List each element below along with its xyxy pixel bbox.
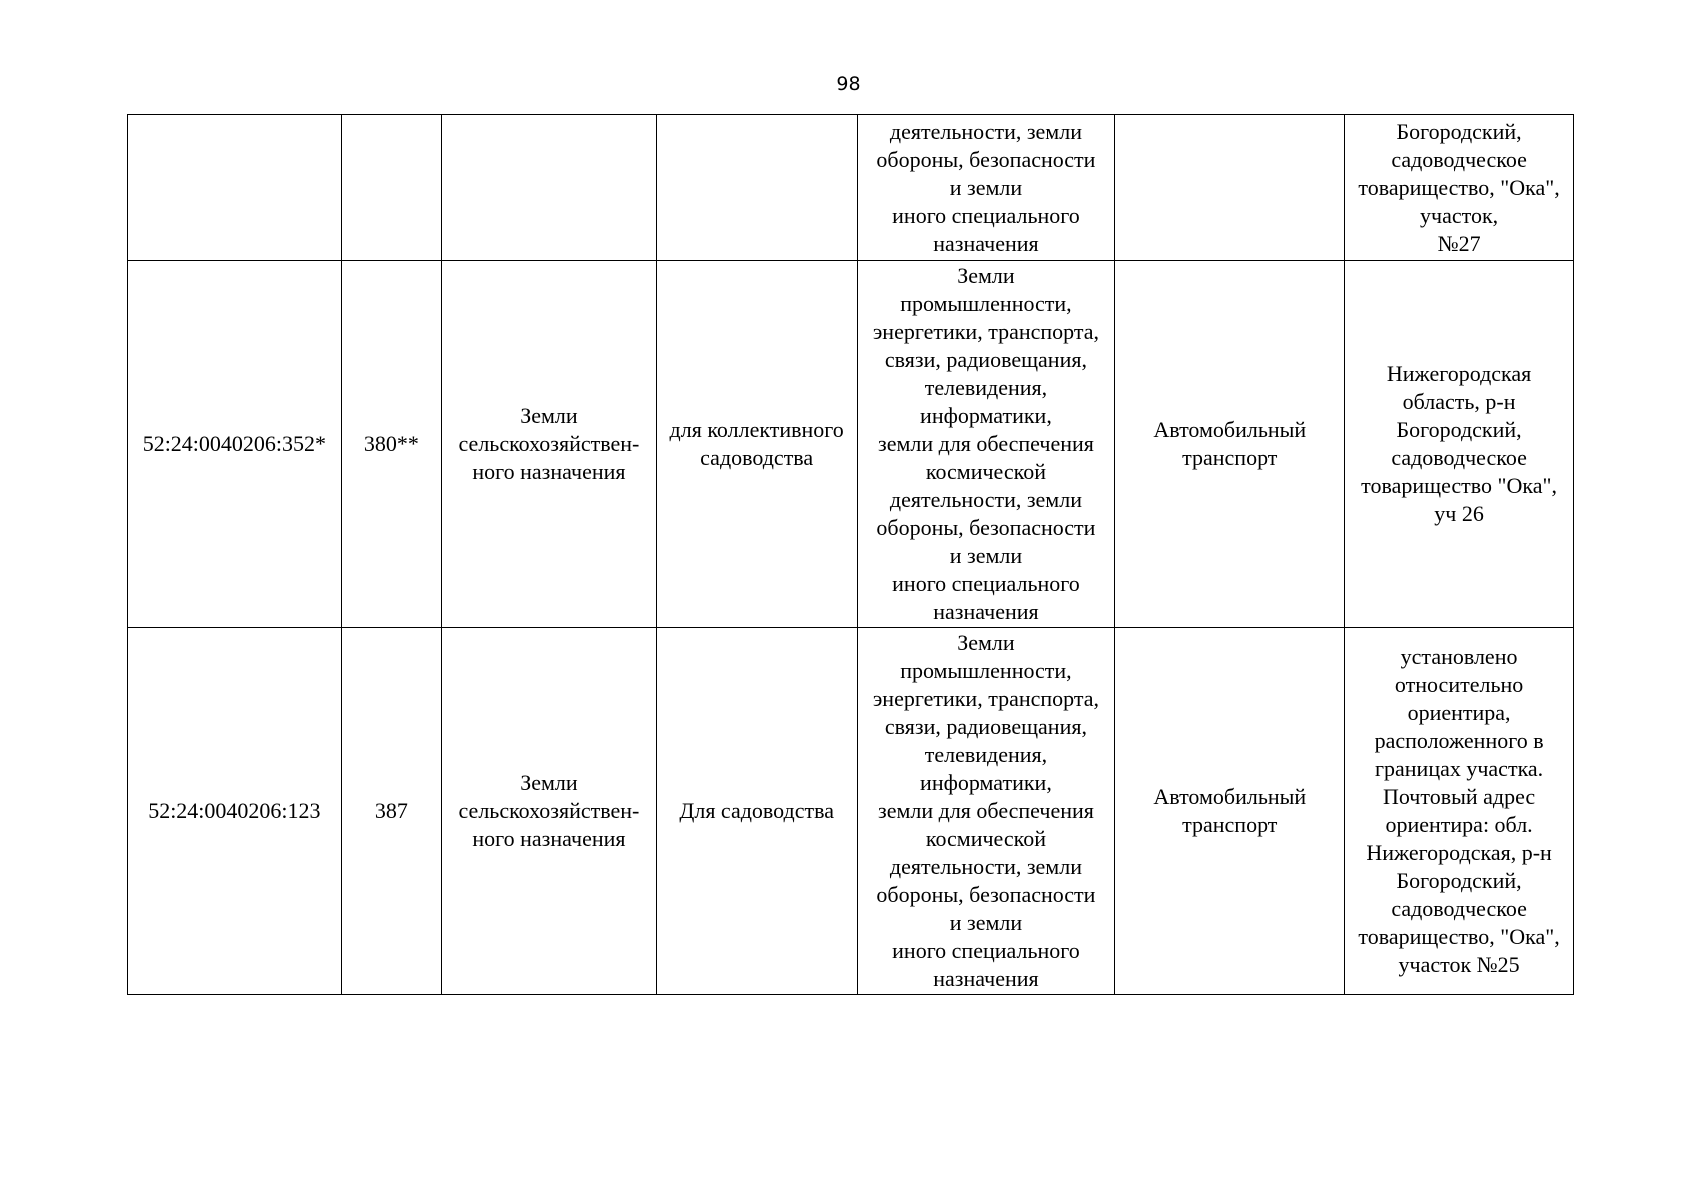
- land-plots-table: [127, 114, 1574, 995]
- purpose-cell: [1115, 115, 1345, 261]
- address-cell: установлено относительно ориентира, расположенного в границах участка. Почтовый адрес ориентира: обл. Нижегородская, р-н Богородский, садоводческое товарищество, "Ока", участок №25: [1345, 628, 1574, 995]
- area-cell: [341, 115, 441, 261]
- land-category-cell: Земли сельскохозяйствен- ного назначения: [442, 628, 657, 995]
- permitted-use-cell: для коллективного садоводства: [656, 261, 857, 628]
- cadastral-number-cell: 52:24:0040206:123: [128, 628, 342, 995]
- purpose-cell: Автомобильный транспорт: [1115, 628, 1345, 995]
- table-row: [128, 261, 1574, 628]
- adjacent-lands-cell: Земли промышленности, энергетики, транспорта, связи, радиовещания, телевидения, информатики, земли для обеспечения космической деятельности, земли обороны, безопасности и земли иного специального назначения: [857, 261, 1115, 628]
- permitted-use-cell: Для садоводства: [656, 628, 857, 995]
- cadastral-number-cell: 52:24:0040206:352*: [128, 261, 342, 628]
- table-row: [128, 628, 1574, 995]
- address-cell: Богородский, садоводческое товарищество, "Ока", участок, №27: [1345, 115, 1574, 261]
- area-cell: 387: [341, 628, 441, 995]
- adjacent-lands-cell: деятельности, земли обороны, безопасности и земли иного специального назначения: [857, 115, 1115, 261]
- purpose-cell: Автомобильный транспорт: [1115, 261, 1345, 628]
- land-category-cell: Земли сельскохозяйствен- ного назначения: [442, 261, 657, 628]
- address-cell: Нижегородская область, р-н Богородский, садоводческое товарищество "Ока", уч 26: [1345, 261, 1574, 628]
- land-category-cell: [442, 115, 657, 261]
- table-row: [128, 115, 1574, 261]
- area-cell: 380**: [341, 261, 441, 628]
- adjacent-lands-cell: Земли промышленности, энергетики, транспорта, связи, радиовещания, телевидения, информатики, земли для обеспечения космической деятельности, земли обороны, безопасности и земли иного специального назначения: [857, 628, 1115, 995]
- cadastral-number-cell: [128, 115, 342, 261]
- page-number: 98: [836, 73, 861, 95]
- permitted-use-cell: [656, 115, 857, 261]
